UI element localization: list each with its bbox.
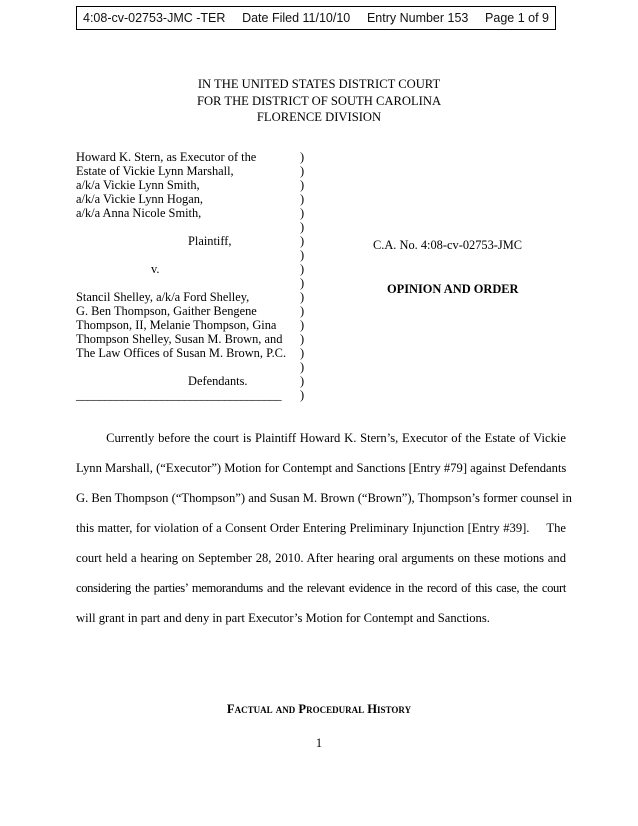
paren: ) <box>300 276 305 290</box>
plaintiff-label: Plaintiff, <box>188 234 232 248</box>
header-date-filed: Date Filed 11/10/10 <box>242 11 351 25</box>
caption-line: a/k/a Vickie Lynn Hogan, <box>76 192 204 206</box>
page-number: 1 <box>315 736 323 750</box>
caption-line: a/k/a Anna Nicole Smith, <box>76 206 202 220</box>
court-line-1: IN THE UNITED STATES DISTRICT COURT <box>197 77 441 91</box>
paren: ) <box>300 192 305 206</box>
paren: ) <box>300 164 305 178</box>
body-line: this matter, for violation of a Consent Order Entering Preliminary Injunction [Entry #39]. The <box>76 521 566 535</box>
caption-line: Estate of Vickie Lynn Marshall, <box>76 164 234 178</box>
caption-line: G. Ben Thompson, Gaither Bengene <box>76 304 257 318</box>
paren: ) <box>300 332 305 346</box>
caption-line: a/k/a Vickie Lynn Smith, <box>76 178 200 192</box>
body-line: considering the parties’ memorandums and the relevant evidence in the record of this case, the court <box>76 581 566 595</box>
caption-rule: ____________________________________ <box>76 388 282 402</box>
paren: ) <box>300 388 305 402</box>
paren: ) <box>300 360 305 374</box>
versus-label: v. <box>151 262 160 276</box>
header-entry-number: Entry Number 153 <box>366 11 469 25</box>
paren: ) <box>300 234 305 248</box>
body-line: court held a hearing on September 28, 2010. After hearing oral arguments on these motions and <box>76 551 566 565</box>
body-line: G. Ben Thompson (“Thompson”) and Susan M. Brown (“Brown”), Thompson’s former counsel in <box>76 491 572 505</box>
body-line: Currently before the court is Plaintiff Howard K. Stern’s, Executor of the Estate of Vickie <box>76 431 566 445</box>
body-line: will grant in part and deny in part Executor’s Motion for Contempt and Sanctions. <box>76 611 490 625</box>
paren: ) <box>300 346 305 360</box>
defendants-label: Defendants. <box>188 374 248 388</box>
paren: ) <box>300 220 305 234</box>
paren: ) <box>300 248 305 262</box>
paren: ) <box>300 206 305 220</box>
header-case-number: 4:08-cv-02753-JMC -TER <box>83 11 226 25</box>
court-line-2: FOR THE DISTRICT OF SOUTH CAROLINA <box>196 93 442 108</box>
caption-line: Thompson Shelley, Susan M. Brown, and <box>76 332 283 346</box>
paren: ) <box>300 262 305 276</box>
header-page-count: Page 1 of 9 <box>485 11 549 25</box>
filing-header-bar <box>76 6 556 30</box>
paren: ) <box>300 374 305 388</box>
paren: ) <box>300 318 305 332</box>
caption-line: Thompson, II, Melanie Thompson, Gina <box>76 318 277 332</box>
paren: ) <box>300 178 305 192</box>
court-heading <box>0 76 638 126</box>
caption-line: Stancil Shelley, a/k/a Ford Shelley, <box>76 290 250 304</box>
body-line: Lynn Marshall, (“Executor”) Motion for Contempt and Sanctions [Entry #79] against Defendants <box>76 461 567 475</box>
case-number: C.A. No. 4:08-cv-02753-JMC <box>373 238 523 252</box>
caption-line: Howard K. Stern, as Executor of the <box>76 150 257 164</box>
section-heading: Factual and Procedural History <box>226 702 412 716</box>
opinion-title: OPINION AND ORDER <box>387 282 519 296</box>
paren: ) <box>300 150 305 164</box>
paren: ) <box>300 290 305 304</box>
court-line-3: FLORENCE DIVISION <box>256 110 382 124</box>
caption-line: The Law Offices of Susan M. Brown, P.C. <box>76 346 287 360</box>
paren: ) <box>300 304 305 318</box>
